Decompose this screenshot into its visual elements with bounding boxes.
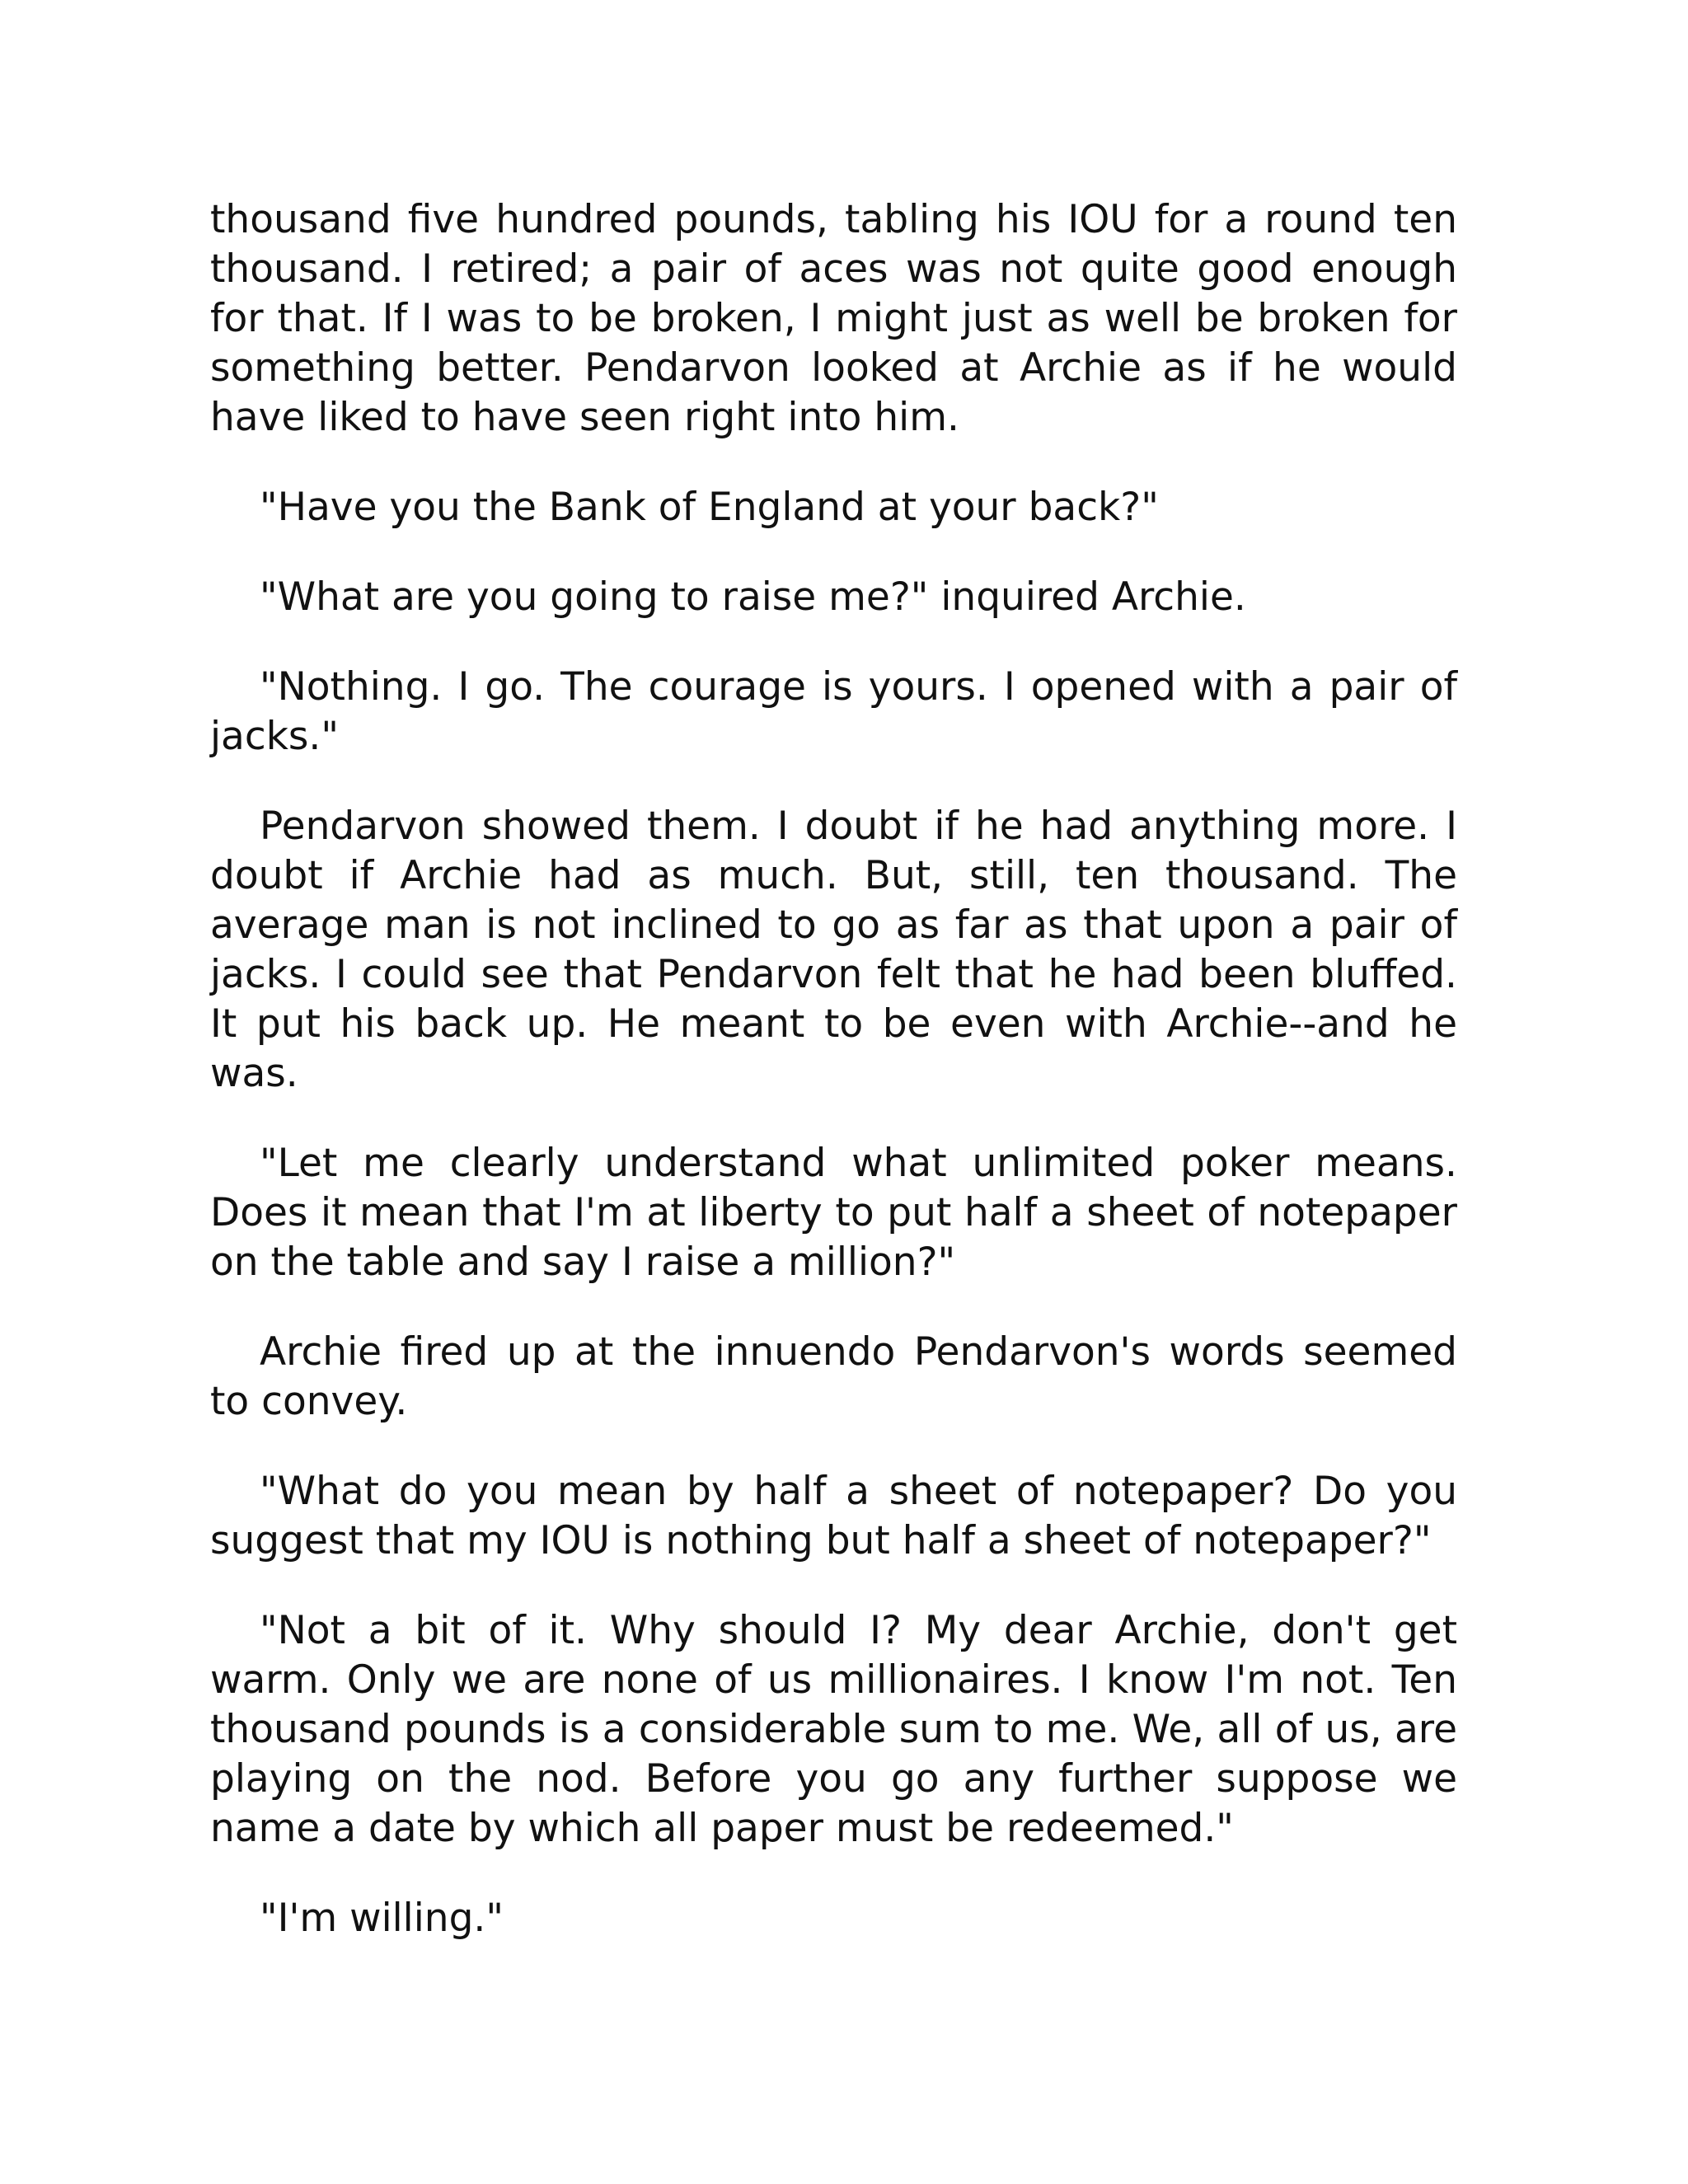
paragraph-dialogue: "I'm willing." <box>260 1896 504 1941</box>
paragraph-narration: Pendarvon showed them. I doubt if he had anything more. I doubt if Archie had as much. But, still, ten thousand. The average man is not inclined to go as far as that upon a pair of jacks. I could see that Pendarvon felt that he had been bluffed. It put his back up. He meant to be even with Archie--and he was. <box>210 804 1457 1096</box>
paragraph-narration: Archie fired up at the innuendo Pendarvon's words seemed to convey. <box>210 1329 1457 1424</box>
paragraph-dialogue: "Nothing. I go. The courage is yours. I opened with a pair of jacks." <box>210 664 1457 759</box>
paragraph-dialogue: "Have you the Bank of England at your back?" <box>260 485 1159 530</box>
paragraph-dialogue: "Not a bit of it. Why should I? My dear Archie, don't get warm. Only we are none of us millionaires. I know I'm not. Ten thousand pounds is a considerable sum to me. We, all of us, are playing on the nod. Before you go any further suppose we name a date by which all paper must be redeemed." <box>210 1608 1457 1851</box>
document-text <box>210 195 1457 1984</box>
paragraph-dialogue: "Let me clearly understand what unlimited poker means. Does it mean that I'm at liberty to put half a sheet of notepaper on the table and say I raise a million?" <box>210 1141 1457 1285</box>
paragraph-dialogue: "What do you mean by half a sheet of notepaper? Do you suggest that my IOU is nothing but half a sheet of notepaper?" <box>210 1469 1457 1563</box>
paragraph-continued: thousand five hundred pounds, tabling his IOU for a round ten thousand. I retired; a pair of aces was not quite good enough for that. If I was to be broken, I might just as well be broken for something better. Pendarvon looked at Archie as if he would have liked to have seen right into him. <box>210 197 1457 440</box>
paragraph-dialogue: "What are you going to raise me?" inquired Archie. <box>260 574 1246 620</box>
